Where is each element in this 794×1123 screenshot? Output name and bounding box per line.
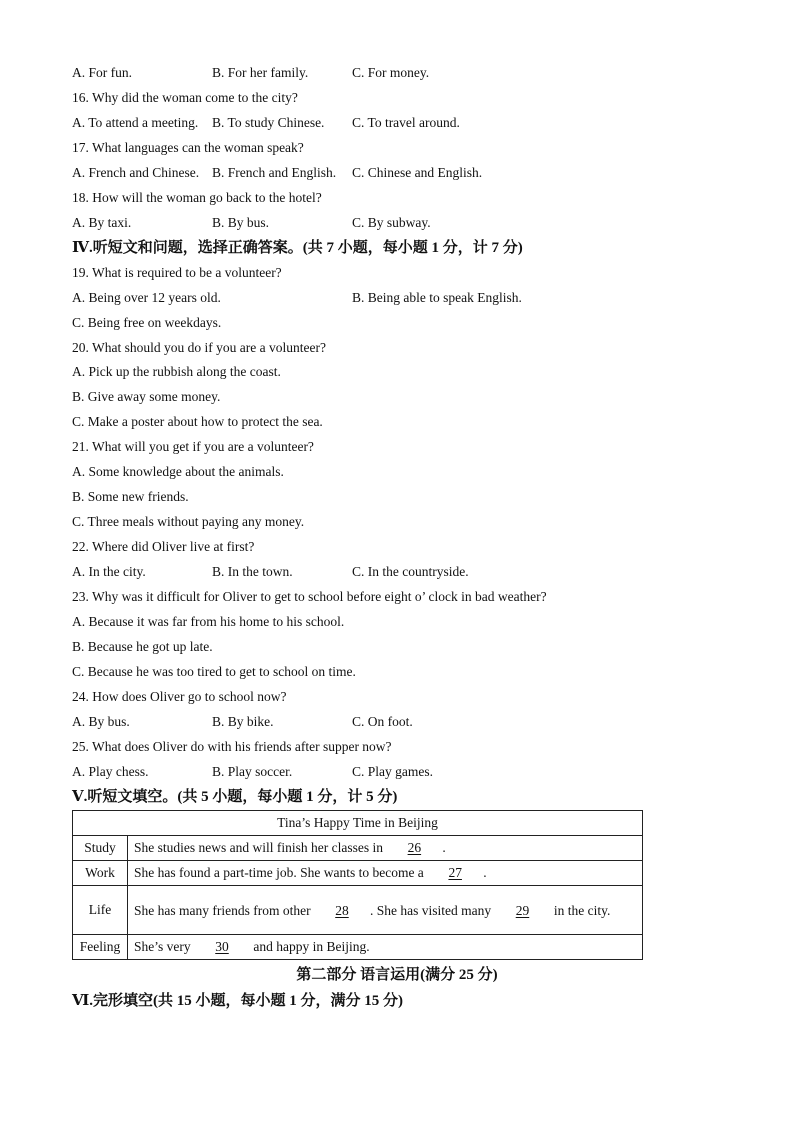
option-b: B. Play soccer. [212,764,293,779]
option-b: B. Give away some money. [72,389,221,404]
fill-in-table [72,810,643,960]
option-b: B. By bus. [212,215,270,230]
option-c: C. In the countryside. [352,564,469,579]
blank-30: 30 [215,939,229,954]
row-content: She has found a part-time job. She wants to become a 27 . [128,861,643,886]
table-caption: Tina’s Happy Time in Beijing [73,811,643,836]
option-b: B. French and English. [212,165,337,180]
section-5-heading: Ⅴ.听短文填空。(共 5 小题，每小题 1 分，计 5 分) [72,789,398,805]
option-a: A. By bus. [72,714,130,729]
table-row [73,836,643,861]
option-b: B. In the town. [212,564,293,579]
option-a: A. Because it was far from his home to his school. [72,614,345,629]
option-b: B. By bike. [212,714,274,729]
question-19: 19. What is required to be a volunteer? [72,265,282,280]
part-2-heading: 第二部分 语言运用(满分 25 分) [296,967,498,983]
question-21: 21. What will you get if you are a volunteer? [72,439,314,454]
table-row [73,935,643,960]
option-a: A. By taxi. [72,215,132,230]
option-a: A. French and Chinese. [72,165,200,180]
option-a: A. In the city. [72,564,146,579]
row-label: Study [73,836,128,861]
table-row [73,861,643,886]
option-c: C. Three meals without paying any money. [72,514,305,529]
option-a: A. For fun. [72,65,132,80]
option-a: A. To attend a meeting. [72,115,199,130]
option-c: C. On foot. [352,714,413,729]
blank-28: 28 [335,902,349,918]
row-label: Feeling [73,935,128,960]
option-b: B. For her family. [212,65,309,80]
section-4-heading: Ⅳ.听短文和问题，选择正确答案。(共 7 小题，每小题 1 分，计 7 分) [72,240,523,256]
question-18: 18. How will the woman go back to the hotel? [72,190,322,205]
option-c: C. Because he was too tired to get to school on time. [72,664,356,679]
blank-27: 27 [448,865,462,880]
question-22: 22. Where did Oliver live at first? [72,539,255,554]
option-c: C. To travel around. [352,115,460,130]
row-content: She has many friends from other 28 . She has visited many 29 in the city. [128,886,643,935]
option-b: B. Some new friends. [72,489,189,504]
row-content: She studies news and will finish her classes in 26 . [128,836,643,861]
option-a: A. Some knowledge about the animals. [72,464,284,479]
row-content: She’s very 30 and happy in Beijing. [128,935,643,960]
option-a: A. Pick up the rubbish along the coast. [72,364,281,379]
option-c: C. Chinese and English. [352,165,483,180]
option-b: B. Because he got up late. [72,639,213,654]
option-b: B. To study Chinese. [212,115,325,130]
option-c: C. For money. [352,65,430,80]
section-6-heading: Ⅵ.完形填空(共 15 小题，每小题 1 分，满分 15 分) [72,993,403,1009]
question-16: 16. Why did the woman come to the city? [72,90,298,105]
option-b: B. Being able to speak English. [352,290,522,305]
option-c: C. Play games. [352,764,433,779]
row-label: Work [73,861,128,886]
option-c: C. Make a poster about how to protect the sea. [72,414,323,429]
option-c: C. Being free on weekdays. [72,315,222,330]
row-label: Life [73,886,128,935]
question-23: 23. Why was it difficult for Oliver to get to school before eight o’ clock in bad weather? [72,589,547,604]
blank-29: 29 [515,902,530,918]
question-24: 24. How does Oliver go to school now? [72,689,287,704]
blank-26: 26 [407,840,422,855]
table-row [73,886,643,935]
question-20: 20. What should you do if you are a volunteer? [72,340,326,355]
option-c: C. By subway. [352,215,431,230]
option-a: A. Play chess. [72,764,149,779]
option-a: A. Being over 12 years old. [72,290,221,305]
question-17: 17. What languages can the woman speak? [72,140,304,155]
question-25: 25. What does Oliver do with his friends after supper now? [72,739,392,754]
